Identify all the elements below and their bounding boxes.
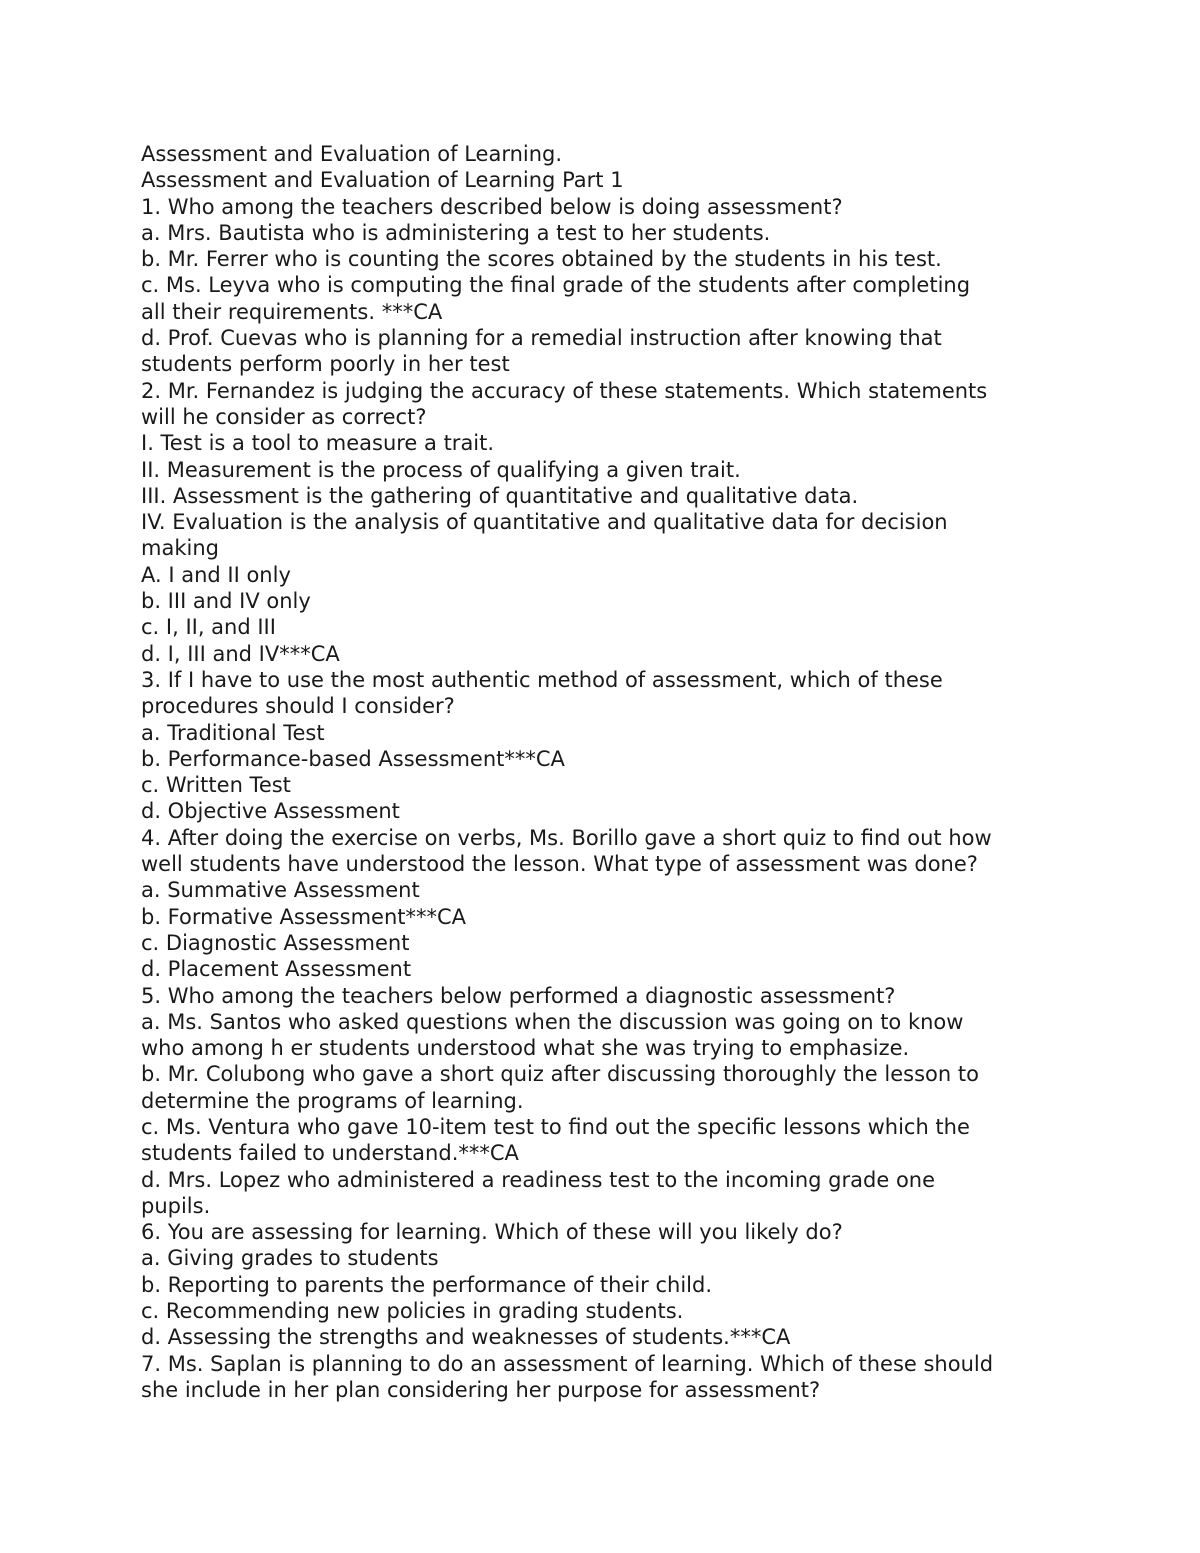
question-7-cont: she include in her plan considering her purpose for assessment?	[141, 1377, 821, 1402]
question-1: 1. Who among the teachers described below is doing assessment?	[141, 194, 843, 219]
q4-option-b: b. Formative Assessment***CA	[141, 904, 467, 929]
q5-option-d-cont: pupils.	[141, 1193, 211, 1218]
document-title: Assessment and Evaluation of Learning.	[141, 142, 563, 166]
q4-option-d: d. Placement Assessment	[141, 957, 412, 982]
q2-statement-i: I. Test is a tool to measure a trait.	[141, 431, 495, 456]
q1-option-c: c. Ms. Leyva who is computing the final grade of the students after completing	[141, 273, 971, 298]
q1-option-c-cont: all their requirements. ***CA	[141, 299, 443, 324]
q1-option-a: a. Mrs. Bautista who is administering a test to her students.	[141, 220, 771, 245]
q3-option-c: c. Written Test	[141, 773, 291, 798]
question-4-cont: well students have understood the lesson. What type of assessment was done?	[141, 852, 978, 877]
q2-statement-iv: IV. Evaluation is the analysis of quantitative and qualitative data for decision	[141, 510, 948, 535]
q5-option-c-cont: students failed to understand.***CA	[141, 1141, 519, 1166]
question-6: 6. You are assessing for learning. Which of these will you likely do?	[141, 1220, 843, 1245]
q5-option-b-cont: determine the programs of learning.	[141, 1088, 524, 1113]
q6-option-b: b. Reporting to parents the performance of their child.	[141, 1272, 713, 1297]
q2-option-d: d. I, III and IV***CA	[141, 641, 340, 666]
q6-option-a: a. Giving grades to students	[141, 1246, 439, 1271]
q1-option-d-cont: students perform poorly in her test	[141, 352, 510, 377]
q1-option-b: b. Mr. Ferrer who is counting the scores obtained by the students in his test.	[141, 247, 942, 272]
q2-option-a: A. I and II only	[141, 562, 291, 587]
q2-option-c: c. I, II, and III	[141, 615, 276, 640]
q5-option-b: b. Mr. Colubong who gave a short quiz after discussing thoroughly the lesson to	[141, 1062, 979, 1087]
q6-option-d: d. Assessing the strengths and weaknesses of students.***CA	[141, 1325, 791, 1350]
q6-option-c: c. Recommending new policies in grading students.	[141, 1299, 684, 1324]
q5-option-c: c. Ms. Ventura who gave 10-item test to find out the specific lessons which the	[141, 1114, 970, 1139]
q5-option-d: d. Mrs. Lopez who administered a readiness test to the incoming grade one	[141, 1167, 936, 1192]
question-5: 5. Who among the teachers below performed a diagnostic assessment?	[141, 983, 896, 1008]
q2-statement-iv-cont: making	[141, 536, 219, 561]
q2-statement-ii: II. Measurement is the process of qualifying a given trait.	[141, 457, 741, 482]
q2-statement-iii: III. Assessment is the gathering of quantitative and qualitative data.	[141, 483, 859, 508]
question-2-cont: will he consider as correct?	[141, 404, 427, 429]
q3-option-a: a. Traditional Test	[141, 720, 325, 745]
q3-option-b: b. Performance-based Assessment***CA	[141, 746, 565, 771]
q4-option-c: c. Diagnostic Assessment	[141, 930, 410, 955]
question-3: 3. If I have to use the most authentic method of assessment, which of these	[141, 667, 943, 692]
q1-option-d: d. Prof. Cuevas who is planning for a remedial instruction after knowing that	[141, 326, 942, 351]
question-4: 4. After doing the exercise on verbs, Ms. Borillo gave a short quiz to find out how	[141, 825, 992, 850]
question-2: 2. Mr. Fernandez is judging the accuracy of these statements. Which statements	[141, 378, 988, 403]
document-body	[141, 141, 1071, 1403]
document-subtitle: Assessment and Evaluation of Learning Part 1	[141, 168, 624, 193]
question-7: 7. Ms. Saplan is planning to do an assessment of learning. Which of these should	[141, 1351, 994, 1376]
q3-option-d: d. Objective Assessment	[141, 799, 400, 824]
q2-option-b: b. III and IV only	[141, 589, 311, 614]
q5-option-a-cont: who among h er students understood what she was trying to emphasize.	[141, 1036, 910, 1061]
q5-option-a: a. Ms. Santos who asked questions when the discussion was going on to know	[141, 1009, 964, 1034]
q4-option-a: a. Summative Assessment	[141, 878, 420, 903]
question-3-cont: procedures should I consider?	[141, 694, 455, 719]
